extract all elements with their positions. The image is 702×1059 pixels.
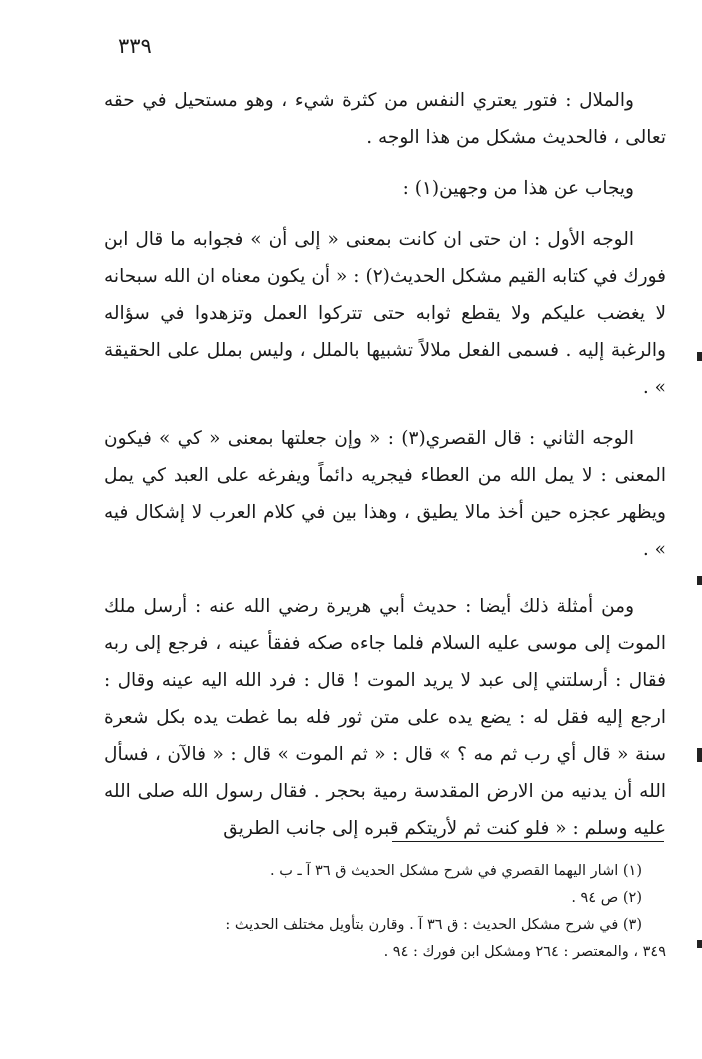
- footnote-3-continued: ٣٤٩ ، والمعتصر : ٢٦٤ ومشكل ابن فورك : ٩٤ .: [383, 944, 666, 960]
- footnote-1: (١) اشار اليهما القصري في شرح مشكل الحديث ق ٣٦ آ ـ ب .: [270, 863, 642, 879]
- paragraph-second-aspect: الوجه الثاني : قال القصري(٣) : « وإن جعلتها بمعنى « كي » فيكون المعنى : لا يمل الله من العطاء فيجريه دائماً ويفرغه على العبد كي يمل ويظهر عجزه حين أخذ مالا يطيق ، وهذا بين في كلام العرب لا إشكال فيه » .: [104, 428, 666, 560]
- paragraph-answer-intro: ويجاب عن هذا من وجهين(١) :: [402, 178, 634, 199]
- margin-mark: [697, 940, 702, 948]
- footnote-3: (٣) في شرح مشكل الحديث : ق ٣٦ آ . وقارن بتأويل مختلف الحديث :: [225, 917, 642, 933]
- footnotes: [70, 858, 666, 966]
- page-number: ٣٣٩: [118, 34, 152, 58]
- body-text: [104, 82, 666, 847]
- margin-mark: [697, 748, 702, 762]
- paragraph-hadith-example: ومن أمثلة ذلك أيضا : حديث أبي هريرة رضي الله عنه : أرسل ملك الموت إلى موسى عليه السلام فلما جاءه صكه ففقأ عينه ، فرجع إلى ربه فقال : أرسلتني إلى عبد لا يريد الموت ! قال : فرد الله اليه عينه وقال : ارجع إليه فقل له : يضع يده على متن ثور فله بما غطت يده بكل شعرة سنة « قال أي رب ثم مه ؟ » قال : « ثم الموت » قال : « فالآن ، فسأل الله أن يدنيه من الارض المقدسة رمية بحجر . فقال رسول الله صلى الله عليه وسلم : « فلو كنت ثم لأريتكم قبره إلى جانب الطريق: [104, 596, 666, 839]
- margin-mark: [697, 576, 702, 585]
- paragraph-first-aspect: الوجه الأول : ان حتى ان كانت بمعنى « إلى أن » فجوابه ما قال ابن فورك في كتابه القيم مشكل الحديث(٢) : « أن يكون معناه ان الله سبحانه لا يغضب عليكم ولا يقطع ثوابه حتى تتركوا العمل وتزهدوا في سؤاله والرغبة إليه . فسمى الفعل ملالاً تشبيها بالملل ، وليس بملل على الحقيقة » .: [104, 229, 666, 398]
- margin-mark: [697, 352, 702, 361]
- footnote-2: (٢) ص ٩٤ .: [571, 890, 642, 906]
- footnote-separator: [392, 841, 664, 842]
- paragraph-malal-definition: والملال : فتور يعتري النفس من كثرة شيء ، وهو مستحيل في حقه تعالى ، فالحديث مشكل من هذا الوجه .: [104, 90, 666, 148]
